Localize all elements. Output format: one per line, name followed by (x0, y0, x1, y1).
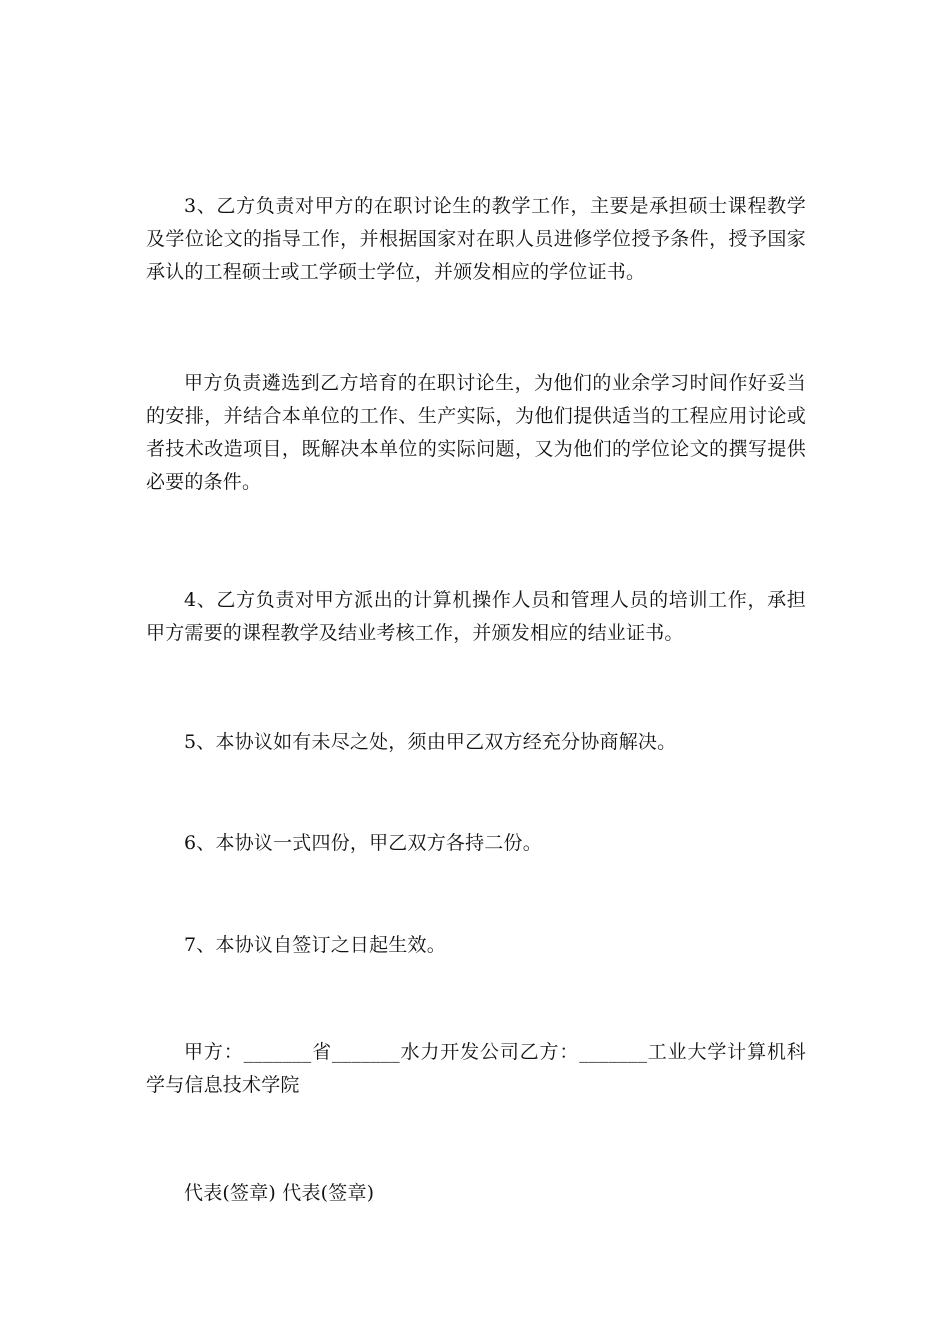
paragraph-party-a-duty: 甲方负责遴选到乙方培育的在职讨论生，为他们的业余学习时间作好妥当的安排，并结合本单位的工作、生产实际，为他们提供适当的工程应用讨论或者技术改造项目，既解决本单位的实际问题，又为他们的学位论文的撰写提供必要的条件。 (146, 372, 806, 493)
paragraph-clause-4: 4、乙方负责对甲方派出的计算机操作人员和管理人员的培训工作，承担甲方需要的课程教学及结业考核工作，并颁发相应的结业证书。 (146, 589, 806, 644)
paragraph-clause-3: 3、乙方负责对甲方的在职讨论生的教学工作，主要是承担硕士课程教学及学位论文的指导工作，并根据国家对在职人员进修学位授予条件，授予国家承认的工程硕士或工学硕士学位，并颁发相应的学位证书。 (146, 195, 806, 283)
paragraph-clause-5: 5、本协议如有未尽之处，须由甲乙双方经充分协商解决。 (184, 731, 677, 753)
paragraph-signatures: 代表(签章) 代表(签章) (184, 1182, 375, 1204)
paragraph-clause-7: 7、本协议自签订之日起生效。 (184, 934, 446, 956)
paragraph-parties: 甲方：_______省_______水力开发公司乙方：_______工业大学计算机科学与信息技术学院 (146, 1041, 806, 1096)
paragraph-clause-6: 6、本协议一式四份，甲乙双方各持二份。 (184, 832, 542, 854)
